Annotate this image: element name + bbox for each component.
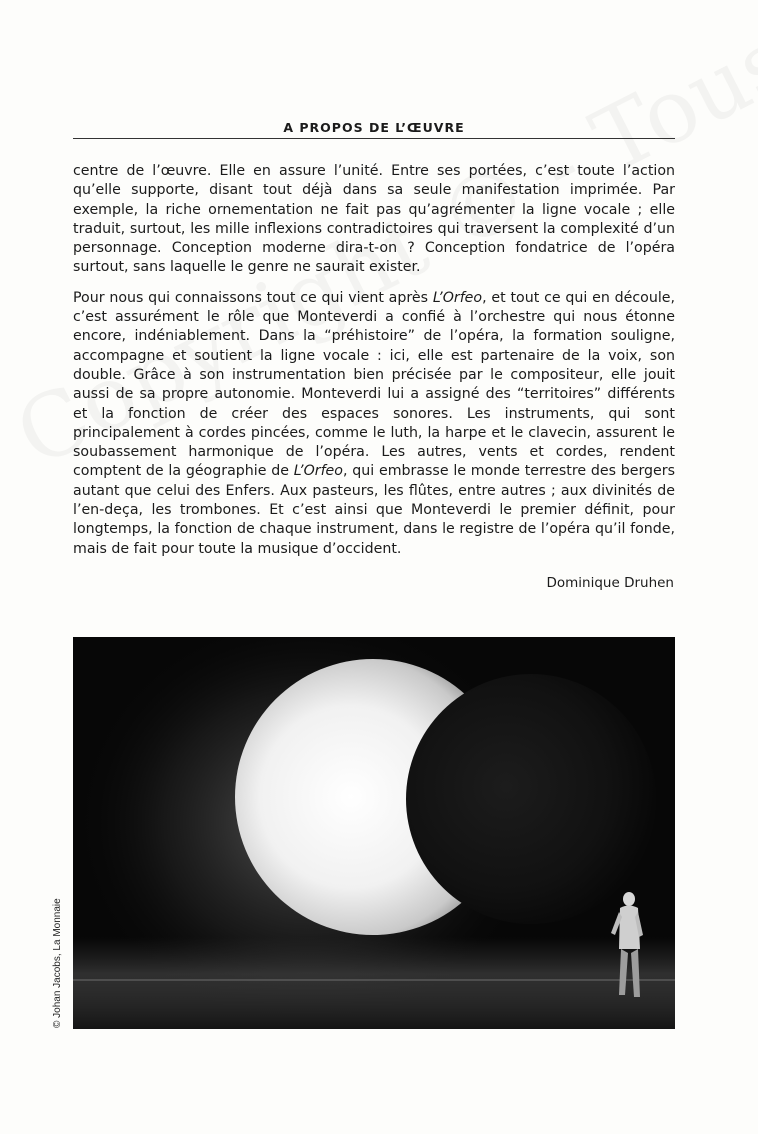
- article-body: [73, 162, 675, 570]
- work-title: L’Orfeo: [293, 463, 343, 480]
- stage-photo: [73, 637, 675, 1029]
- paragraph-2-text-2: , et tout ce qui en découle, c’est assurément le rôle que Monteverdi a confié à l’orchestre qui nous étonne encore, indéniablement. Dans la “préhistoire” de l’opéra, la formation souligne, accompagne et soutient la ligne vocale : ici, elle est partenaire de la voix, son double. Grâce à son instrumentation bien précisée par le compositeur, elle jouit aussi de sa propre autonomie. Monteverdi lui a assigné des “territoires” différents et la fonction de créer des espaces sonores. Les instruments, qui sont principalement à cordes pincées, comme le luth, la harpe et le clavecin, assurent le soubassement harmonique de l’opéra. Les autres, vents et cordes, rendent comptent de la géographie de: [73, 289, 676, 480]
- paragraph-2: [73, 289, 675, 559]
- paragraph-1: centre de l’œuvre. Elle en assure l’unité. Entre ses portées, c’est toute l’action qu’elle supporte, disant tout déjà dans sa seule manifestation imprimée. Par exemple, la riche ornementation ne fait pas qu’agrémenter la ligne vocale ; elle traduit, surtout, les mille inflexions contradictoires qui traversent la complexité d’un personnage. Conception moderne dira-t-on ? Conception fondatrice de l’opéra surtout, sans laquelle le genre ne saurait exister.: [73, 163, 675, 276]
- author-signature: Dominique Druhen: [546, 575, 674, 591]
- photo-credit: © Johan Jacobs, La Monnaie: [52, 898, 63, 1028]
- page-header: A PROPOS DE L’ŒUVRE: [73, 120, 675, 139]
- eclipse-shadow: [406, 674, 656, 924]
- paragraph-2-text-3: , qui embrasse le monde terrestre des bergers autant que celui des Enfers. Aux pasteurs, les flûtes, entre autres ; aux divinités de l’en-deça, les trombones. Et c’est ainsi que Monteverdi le premier définit, pour longtemps, la fonction de chaque instrument, dans le registre de l’opéra qu’il fonde, mais de fait pour toute la musique d’occident.: [73, 463, 676, 557]
- stage-photo-image: [73, 637, 675, 1029]
- work-title: L’Orfeo: [432, 289, 483, 306]
- paragraph-2-text-1: Pour nous qui connaissons tout ce qui vient après: [73, 289, 433, 306]
